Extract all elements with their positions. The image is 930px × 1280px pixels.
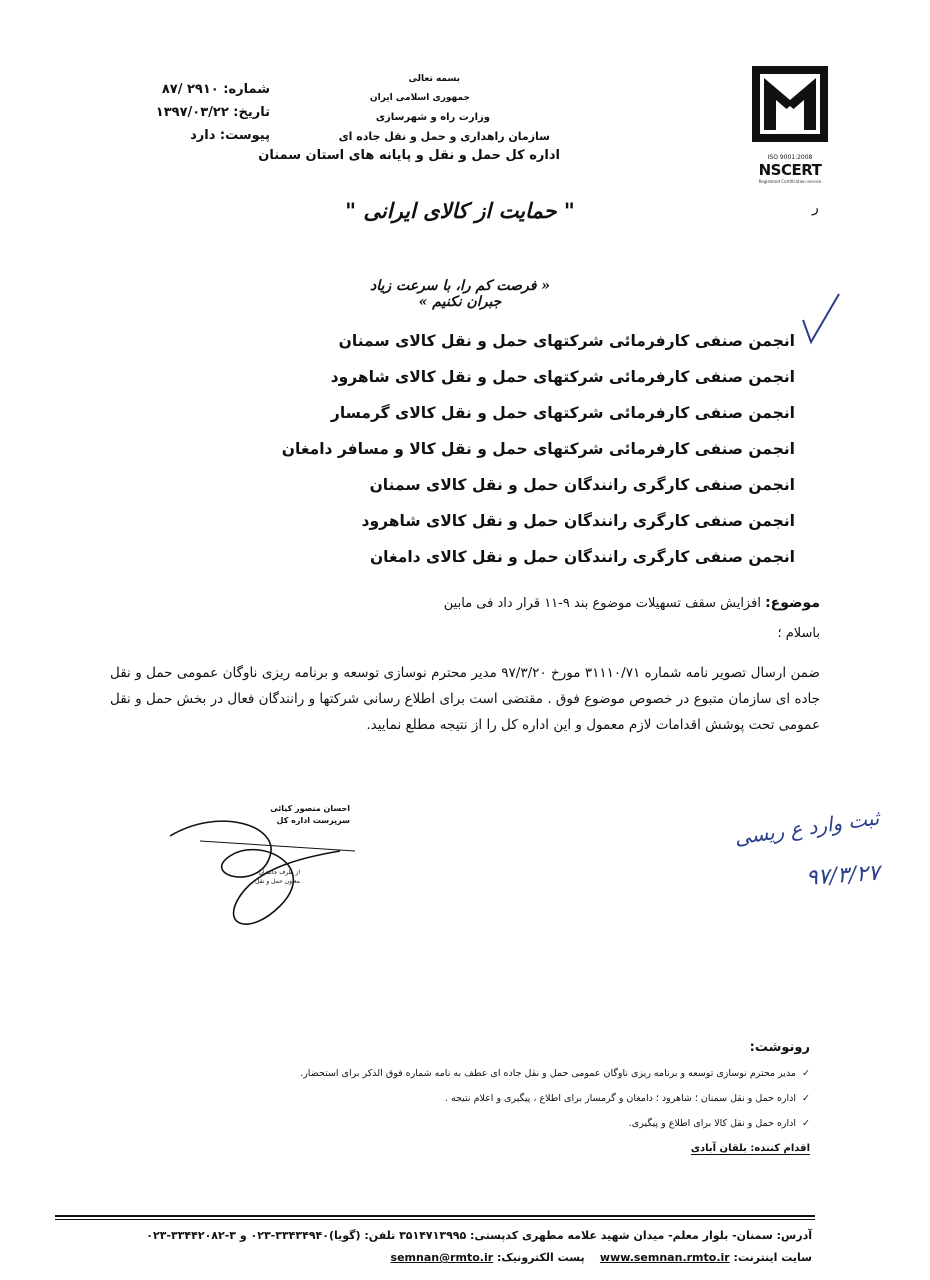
email-label: پست الکترونیک: bbox=[497, 1251, 585, 1264]
recipient-item: انجمن صنفی کارفرمائی شرکتهای حمل و نقل کالای شاهرود bbox=[330, 368, 795, 386]
cc-bullet-icon: ✓ bbox=[802, 1068, 810, 1079]
letter-number: شماره: ۲۹۱۰ /۸۷ bbox=[161, 82, 270, 97]
slogan-second: « فرصت کم را، با سرعت زیاد جبران نکنیم » bbox=[369, 278, 551, 310]
recipient-item: انجمن صنفی کارفرمائی شرکتهای حمل و نقل کالای گرمسار bbox=[330, 404, 795, 422]
cc-item: ✓مدیر محترم نوسازی توسعه و برنامه ریزی ناوگان عمومی حمل و نقل جاده ای عطف به نامه شماره فوق الذکر برای استحضار. bbox=[210, 1061, 810, 1086]
stamp-line: معاون حمل و نقل bbox=[255, 878, 300, 885]
cc-label: رونوشت: bbox=[749, 1040, 810, 1055]
recipient-item: انجمن صنفی کارفرمائی شرکتهای حمل و نقل کالای سمنان bbox=[338, 332, 795, 350]
footer-divider bbox=[55, 1219, 815, 1220]
logo-emblem-icon bbox=[740, 60, 840, 148]
subject-text: افزایش سقف تسهیلات موضوع بند ۹-۱۱ قرار داد فی مابین bbox=[443, 596, 761, 611]
recipient-item: انجمن صنفی کارفرمائی شرکتهای حمل و نقل کالا و مسافر دامغان bbox=[281, 440, 795, 458]
signatory-title: سرپرست اداره کل bbox=[276, 816, 350, 825]
slogan-main: " حمایت از کالای ایرانی " bbox=[345, 198, 575, 223]
handwritten-note-text: ثبت وارد ع ریسی bbox=[732, 805, 881, 850]
cc-item: ✓اداره حمل و نقل سمنان ؛ شاهرود ؛ دامغان و گرمسار برای اطلاع ، پیگیری و اعلام نتیجه . bbox=[210, 1086, 810, 1111]
header-bismillah: بسمه تعالی bbox=[408, 74, 460, 84]
handwritten-note bbox=[670, 805, 881, 893]
stamp-line: از طرف جانشان bbox=[258, 869, 300, 876]
handwritten-note-date: ۹۷/۳/۲۷ bbox=[805, 860, 881, 891]
website-label: سایت اینترنت: bbox=[733, 1251, 812, 1264]
margin-mark: ﺭ bbox=[812, 200, 819, 216]
recipient-item: انجمن صنفی کارگری رانندگان حمل و نقل کالای سمنان bbox=[369, 476, 795, 494]
header-line-country: جمهوری اسلامی ایران bbox=[369, 93, 470, 103]
footer-contacts bbox=[112, 1247, 812, 1269]
recipient-item: انجمن صنفی کارگری رانندگان حمل و نقل کالای دامغان bbox=[369, 548, 795, 566]
subject-label: موضوع: bbox=[765, 595, 820, 611]
cert-subtitle: Registered Certification service bbox=[758, 179, 822, 184]
recipients-list bbox=[275, 330, 795, 582]
letter-date: تاریخ: ۱۳۹۷/۰۳/۲۲ bbox=[155, 105, 270, 120]
signatory-name: احسان منصور کیائی bbox=[270, 804, 350, 813]
greeting: باسلام ؛ bbox=[777, 626, 820, 641]
email-link[interactable]: semnan@rmto.ir bbox=[390, 1251, 494, 1264]
website-link[interactable]: www.semnan.rmto.ir bbox=[599, 1251, 730, 1264]
letter-body: ضمن ارسال تصویر نامه شماره ۳۱۱۱۰/۷۱ مورخ ۹۷/۳/۲۰ مدیر محترم نوسازی توسعه و برنامه ریزی ناوگان عمومی حمل و نقل جاده ای سازمان متبوع در خصوص موضوع فوق . مقتضی است برای اطلاع رسانی شرکتها و رانندگان فعال در بخش حمل و نقل عمومی تحت پوشش اقدامات لازم معمول و این اداره کل را از نتیجه مطلع نمایید. bbox=[110, 665, 821, 733]
reference-block bbox=[130, 78, 270, 147]
cc-bullet-icon: ✓ bbox=[802, 1118, 810, 1129]
header-line-organization: سازمان راهداری و حمل و نقل جاده ای bbox=[338, 130, 550, 143]
header-line-ministry: وزارت راه و شهرسازی bbox=[375, 112, 490, 123]
subject-line bbox=[350, 593, 820, 614]
letter-header bbox=[258, 70, 560, 165]
stamp-note bbox=[240, 868, 300, 886]
action-by: اقدام کننده: بلقان آبادی bbox=[690, 1143, 810, 1154]
footer bbox=[112, 1225, 812, 1269]
footer-address: آدرس: سمنان- بلوار معلم- میدان شهید علامه مطهری کدپستی: ۳۵۱۴۷۱۳۹۹۵ تلفن: (گویا)۳۳۴۳۴۹۴۰-۰۲۳ و ۳-۳۳۴۴۲۰۸۲-۰۲۳ bbox=[146, 1229, 812, 1242]
cc-bullet-icon: ✓ bbox=[802, 1093, 810, 1104]
cert-brand: NSCERT bbox=[758, 161, 822, 179]
cc-item: ✓اداره حمل و نقل کالا برای اطلاع و پیگیری. bbox=[210, 1111, 810, 1136]
footer-divider bbox=[55, 1215, 815, 1217]
recipient-item: انجمن صنفی کارگری رانندگان حمل و نقل کالای شاهرود bbox=[361, 512, 795, 530]
header-line-department: اداره کل حمل و نقل و پایانه های استان سمنان bbox=[258, 148, 560, 163]
organization-logo bbox=[740, 60, 840, 184]
iso-text: ISO 9001:2008 bbox=[767, 154, 813, 161]
carbon-copy-section bbox=[210, 1040, 810, 1155]
letter-attachment: پیوست: دارد bbox=[190, 128, 270, 143]
signatory bbox=[230, 803, 350, 827]
